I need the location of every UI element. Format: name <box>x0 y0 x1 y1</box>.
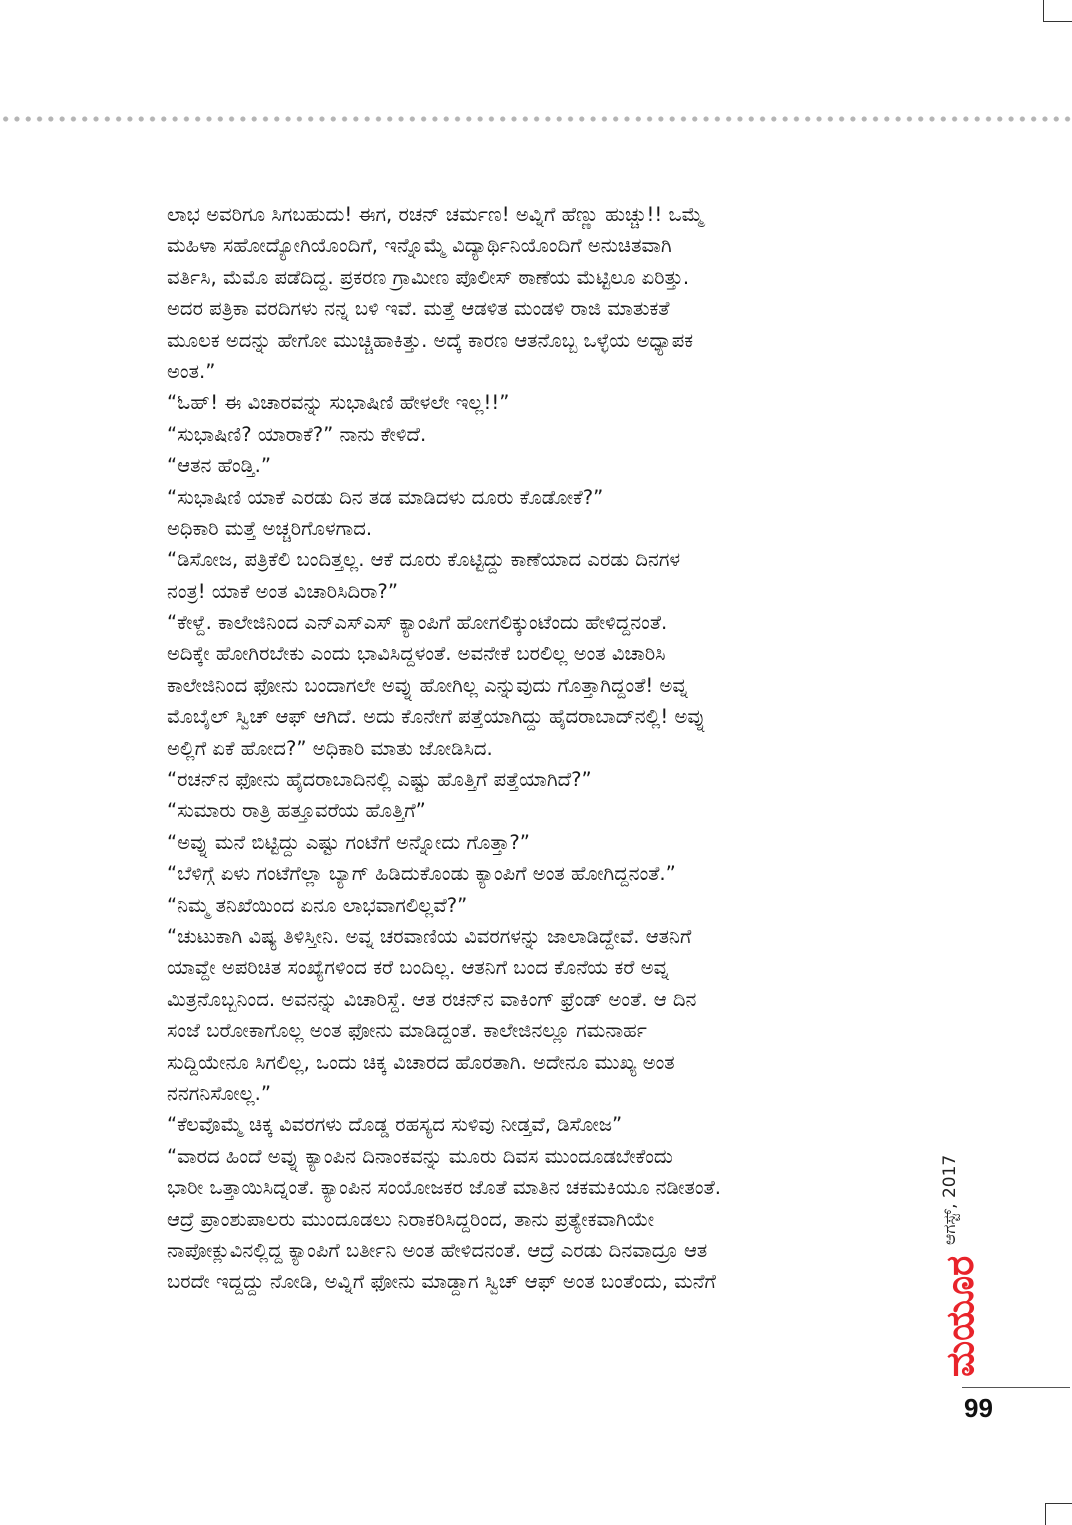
text-line: ವರ್ತಿಸಿ, ಮೆಮೊ ಪಡೆದಿದ್ದ. ಪ್ರಕರಣ ಗ್ರಾಮೀಣ ಪೊಲೀಸ್ ಠಾಣೆಯ ಮೆಟ್ಟಿಲೂ ಏರಿತ್ತು. <box>167 265 690 289</box>
text-line: ಅಧಿಕಾರಿ ಮತ್ತೆ ಅಚ್ಚರಿಗೊಳಗಾದ. <box>167 516 373 540</box>
text-line: ಮಹಿಳಾ ಸಹೋದ್ಯೋಗಿಯೊಂದಿಗೆ, ಇನ್ನೊಮ್ಮೆ ವಿದ್ಯಾರ್ಥಿನಿಯೊಂದಿಗೆ ಅನುಚಿತವಾಗಿ <box>167 234 672 258</box>
text-line: ಆದ್ರೆ ಪ್ರಾಂಶುಪಾಲರು ಮುಂದೂಡಲು ನಿರಾಕರಿಸಿದ್ದರಿಂದ, ತಾನು ಪ್ರತ್ಯೇಕವಾಗಿಯೇ <box>167 1207 655 1231</box>
text-line: ಕಾಲೇಜಿನಿಂದ ಫೋನು ಬಂದಾಗಲೇ ಅವ್ನು ಹೋಗಿಲ್ಲ ಎನ್ನುವುದು ಗೊತ್ತಾಗಿದ್ದಂತೆ! ಅವ್ನ <box>167 673 688 697</box>
text-line: ಅಂತ.” <box>167 359 216 383</box>
page-number: 99 <box>964 1393 993 1423</box>
text-line: “ಚುಟುಕಾಗಿ ವಿಷ್ಯ ತಿಳಿಸ್ತೀನಿ. ಅವ್ನ ಚರವಾಣಿಯ ವಿವರಗಳನ್ನು ಜಾಲಾಡಿದ್ದೇವೆ. ಆತನಿಗೆ <box>167 924 692 948</box>
text-line: “ನಿಮ್ಮ ತನಿಖೆಯಿಂದ ಏನೂ ಲಾಭವಾಗಲಿಲ್ಲವೆ?” <box>167 893 468 917</box>
text-line: “ರಚನ್‌ನ ಫೋನು ಹೈದರಾಬಾದಿನಲ್ಲಿ ಎಷ್ಟು ಹೊತ್ತಿಗೆ ಪತ್ತೆಯಾಗಿದೆ?” <box>167 768 592 792</box>
text-line: ಅದರ ಪತ್ರಿಕಾ ವರದಿಗಳು ನನ್ನ ಬಳಿ ಇವೆ. ಮತ್ತೆ ಆಡಳಿತ ಮಂಡಳಿ ರಾಜಿ ಮಾತುಕತೆ <box>167 297 670 321</box>
text-line: “ಸುಭಾಷಿಣಿ? ಯಾರಾಕೆ?” ನಾನು ಕೇಳಿದೆ. <box>167 422 427 446</box>
crop-mark-top-right-vertical <box>1043 0 1044 22</box>
text-line: ನನಗನಿಸೋಲ್ಲ.” <box>167 1081 272 1105</box>
text-line: ನಾಪೋಕ್ಲುವಿನಲ್ಲಿದ್ದ ಕ್ಯಾಂಪಿಗೆ ಬರ್ತೀನಿ ಅಂತ ಹೇಳಿದನಂತೆ. ಆದ್ರೆ ಎರಡು ದಿನವಾದ್ರೂ ಆತ <box>167 1238 708 1262</box>
text-line: ಮಿತ್ರನೊಬ್ಬನಿಂದ. ಅವನನ್ನು ವಿಚಾರಿಸ್ದೆ. ಆತ ರಚನ್‌ನ ವಾಕಿಂಗ್ ಫ್ರೆಂಡ್ ಅಂತೆ. ಆ ದಿನ <box>167 987 697 1011</box>
text-line: “ಓಹ್! ಈ ವಿಚಾರವನ್ನು ಸುಭಾಷಿಣಿ ಹೇಳಲೇ ಇಲ್ಲ!!” <box>167 391 510 415</box>
text-line: ಸುದ್ದಿಯೇನೂ ಸಿಗಲಿಲ್ಲ, ಒಂದು ಚಿಕ್ಕ ವಿಚಾರದ ಹೊರತಾಗಿ. ಅದೇನೂ ಮುಖ್ಯ ಅಂತ <box>167 1050 675 1074</box>
text-line: ಲಾಭ ಅವರಿಗೂ ಸಿಗಬಹುದು! ಈಗ, ರಚನ್ ಚರ್ಮಣ! ಅವ್ನಿಗೆ ಹೆಣ್ಣು ಹುಚ್ಚು!! ಒಮ್ಮೆ <box>167 203 704 226</box>
text-line: ಭಾರೀ ಒತ್ತಾಯಿಸಿದ್ನಂತೆ. ಕ್ಯಾಂಪಿನ ಸಂಯೋಜಕರ ಜೊತೆ ಮಾತಿನ ಚಕಮಕಿಯೂ ನಡೀತಂತೆ. <box>167 1176 722 1200</box>
crop-mark-bottom-right-vertical <box>1045 1503 1046 1525</box>
text-line: ನಂತ್ರ! ಯಾಕೆ ಅಂತ ವಿಚಾರಿಸಿದಿರಾ?” <box>167 579 398 603</box>
text-line: ಬರದೇ ಇದ್ದದ್ದು ನೋಡಿ, ಅವ್ನಿಗೆ ಫೋನು ಮಾಡ್ದಾಗ ಸ್ವಿಚ್ ಆಫ್ ಅಂತ ಬಂತೆಂದು, ಮನೆಗೆ <box>167 1270 716 1294</box>
text-line: ಅದಿಕ್ಕೇ ಹೋಗಿರಬೇಕು ಎಂದು ಭಾವಿಸಿದ್ದಳಂತೆ. ಅವನೇಕೆ ಬರಲಿಲ್ಲ ಅಂತ ವಿಚಾರಿಸಿ <box>167 642 666 666</box>
text-line: “ಡಿಸೋಜ, ಪತ್ರಿಕೆಲಿ ಬಂದಿತ್ತಲ್ಲ. ಆಕೆ ದೂರು ಕೊಟ್ಟಿದ್ದು ಕಾಣೆಯಾದ ಎರಡು ದಿನಗಳ <box>167 548 681 572</box>
article-body <box>167 199 927 1298</box>
text-line: “ಕೆಲವೊಮ್ಮೆ ಚಿಕ್ಕ ವಿವರಗಳು ದೊಡ್ಡ ರಹಸ್ಯದ ಸುಳಿವು ನೀಡ್ತವೆ, ಡಿಸೋಜ” <box>167 1113 623 1137</box>
magazine-logo: ಮಯೂರ <box>938 1255 982 1377</box>
issue-date: ಆಗಸ್ಟ್, 2017 <box>940 1154 960 1245</box>
text-line: “ಕೇಳ್ದೆ. ಕಾಲೇಜಿನಿಂದ ಎನ್‌ಎಸ್‌ಎಸ್ ಕ್ಯಾಂಪಿಗೆ ಹೋಗಲಿಕ್ಕುಂಟೆಂದು ಹೇಳಿದ್ದನಂತೆ. <box>167 611 668 635</box>
running-footer <box>930 1105 990 1380</box>
crop-mark-bottom-right-horizontal <box>1045 1503 1072 1504</box>
text-line: “ಸುಮಾರು ರಾತ್ರಿ ಹತ್ತೂವರೆಯ ಹೊತ್ತಿಗೆ” <box>167 799 426 823</box>
text-line: ಮೊಬೈಲ್ ಸ್ವಿಚ್ ಆಫ್ ಆಗಿದೆ. ಅದು ಕೊನೇಗೆ ಪತ್ತೆಯಾಗಿದ್ದು ಹೈದರಾಬಾದ್‌ನಲ್ಲಿ! ಅವ್ನು <box>167 705 707 729</box>
dotted-header-rule <box>0 114 1072 124</box>
folio-rule <box>962 1387 1070 1388</box>
text-line: ಅಲ್ಲಿಗೆ ಏಕೆ ಹೋದ?” ಅಧಿಕಾರಿ ಮಾತು ಜೋಡಿಸಿದ. <box>167 736 493 760</box>
text-line: “ಆತನ ಹೆಂಡ್ತಿ.” <box>167 454 272 478</box>
text-line: ಮೂಲಕ ಅದನ್ನು ಹೇಗೋ ಮುಚ್ಚಿಹಾಕಿತ್ತು. ಅದ್ಕೆ ಕಾರಣ ಆತನೊಬ್ಬ ಒಳ್ಳೆಯ ಅಧ್ಯಾಪಕ <box>167 328 694 352</box>
text-line: ಸಂಜೆ ಬರೋಕಾಗೊಲ್ಲ ಅಂತ ಫೋನು ಮಾಡಿದ್ದಂತೆ. ಕಾಲೇಜಿನಲ್ಲೂ ಗಮನಾರ್ಹ <box>167 1019 647 1043</box>
text-line: “ಸುಭಾಷಿಣಿ ಯಾಕೆ ಎರಡು ದಿನ ತಡ ಮಾಡಿದಳು ದೂರು ಕೊಡೋಕೆ?” <box>167 485 604 509</box>
text-line: “ಬೆಳಿಗ್ಗೆ ಏಳು ಗಂಟೆಗೆಲ್ಲಾ ಬ್ಯಾಗ್ ಹಿಡಿದುಕೊಂಡು ಕ್ಯಾಂಪಿಗೆ ಅಂತ ಹೋಗಿದ್ದನಂತೆ.” <box>167 862 676 886</box>
text-line: ಯಾವ್ದೇ ಅಪರಿಚಿತ ಸಂಖ್ಯೆಗಳಿಂದ ಕರೆ ಬಂದಿಲ್ಲ. ಆತನಿಗೆ ಬಂದ ಕೊನೆಯ ಕರೆ ಅವ್ನ <box>167 956 669 980</box>
crop-mark-top-right-horizontal <box>1043 21 1072 22</box>
text-line: “ವಾರದ ಹಿಂದೆ ಅವ್ನು ಕ್ಯಾಂಪಿನ ದಿನಾಂಕವನ್ನು ಮೂರು ದಿವಸ ಮುಂದೂಡಬೇಕೆಂದು <box>167 1144 673 1168</box>
text-line: “ಅವ್ನು ಮನೆ ಬಿಟ್ಟಿದ್ದು ಎಷ್ಟು ಗಂಟೆಗೆ ಅನ್ನೋದು ಗೊತ್ತಾ?” <box>167 830 530 854</box>
